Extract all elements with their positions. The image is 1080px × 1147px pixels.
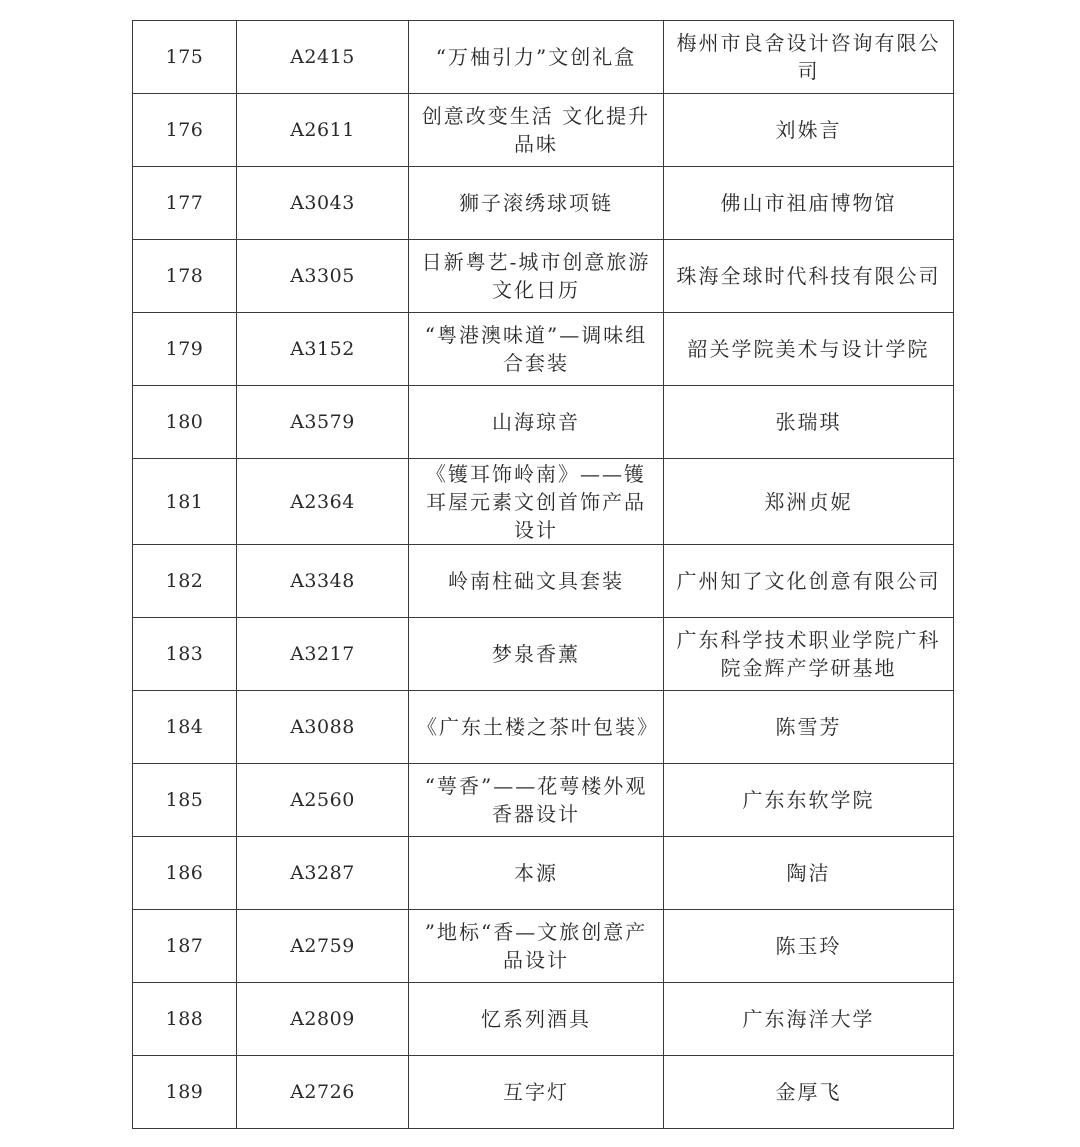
- applicant: 张瑞琪: [664, 386, 954, 459]
- entry-code: A2759: [237, 910, 409, 983]
- entry-code: A2415: [237, 21, 409, 94]
- work-title: 岭南柱础文具套装: [409, 545, 664, 618]
- row-number: 176: [133, 94, 237, 167]
- entry-code: A2364: [237, 459, 409, 545]
- applicant: 珠海全球时代科技有限公司: [664, 240, 954, 313]
- table-row: [133, 21, 954, 94]
- entry-code: A3305: [237, 240, 409, 313]
- table-row: [133, 94, 954, 167]
- row-number: 184: [133, 691, 237, 764]
- work-title: 狮子滚绣球项链: [409, 167, 664, 240]
- row-number: 181: [133, 459, 237, 545]
- award-list-table: [132, 20, 954, 1129]
- table-row: [133, 313, 954, 386]
- work-title: 《镬耳饰岭南》——镬耳屋元素文创首饰产品设计: [409, 459, 664, 545]
- work-title: 创意改变生活 文化提升品味: [409, 94, 664, 167]
- row-number: 179: [133, 313, 237, 386]
- row-number: 186: [133, 837, 237, 910]
- row-number: 185: [133, 764, 237, 837]
- row-number: 180: [133, 386, 237, 459]
- row-number: 175: [133, 21, 237, 94]
- applicant: 陶洁: [664, 837, 954, 910]
- work-title: “萼香”——花萼楼外观香器设计: [409, 764, 664, 837]
- table-row: [133, 1056, 954, 1129]
- work-title: “万柚引力”文创礼盒: [409, 21, 664, 94]
- row-number: 188: [133, 983, 237, 1056]
- applicant: 广东海洋大学: [664, 983, 954, 1056]
- table-row: [133, 983, 954, 1056]
- table-row: [133, 240, 954, 313]
- table-row: [133, 167, 954, 240]
- row-number: 187: [133, 910, 237, 983]
- table-row: [133, 910, 954, 983]
- row-number: 189: [133, 1056, 237, 1129]
- entry-code: A3217: [237, 618, 409, 691]
- applicant: 佛山市祖庙博物馆: [664, 167, 954, 240]
- entry-code: A2560: [237, 764, 409, 837]
- entry-code: A3088: [237, 691, 409, 764]
- entry-code: A3579: [237, 386, 409, 459]
- table-body: [133, 21, 954, 1129]
- applicant: 广州知了文化创意有限公司: [664, 545, 954, 618]
- entry-code: A3043: [237, 167, 409, 240]
- entry-code: A2611: [237, 94, 409, 167]
- work-title: 山海琼音: [409, 386, 664, 459]
- work-title: 互字灯: [409, 1056, 664, 1129]
- applicant: 梅州市良舍设计咨询有限公司: [664, 21, 954, 94]
- applicant: 广东东软学院: [664, 764, 954, 837]
- applicant: 陈雪芳: [664, 691, 954, 764]
- entry-code: A3152: [237, 313, 409, 386]
- work-title: 《广东土楼之茶叶包装》: [409, 691, 664, 764]
- table-row: [133, 386, 954, 459]
- table-row: [133, 459, 954, 545]
- entry-code: A3348: [237, 545, 409, 618]
- table-row: [133, 764, 954, 837]
- row-number: 177: [133, 167, 237, 240]
- entry-code: A3287: [237, 837, 409, 910]
- row-number: 183: [133, 618, 237, 691]
- work-title: ”地标“香—文旅创意产品设计: [409, 910, 664, 983]
- work-title: 忆系列酒具: [409, 983, 664, 1056]
- table-row: [133, 691, 954, 764]
- table-row: [133, 837, 954, 910]
- work-title: 本源: [409, 837, 664, 910]
- applicant: 刘姝言: [664, 94, 954, 167]
- work-title: 日新粤艺-城市创意旅游文化日历: [409, 240, 664, 313]
- work-title: “粤港澳味道”—调味组合套装: [409, 313, 664, 386]
- row-number: 182: [133, 545, 237, 618]
- table-row: [133, 618, 954, 691]
- work-title: 梦泉香薰: [409, 618, 664, 691]
- applicant: 陈玉玲: [664, 910, 954, 983]
- applicant: 广东科学技术职业学院广科院金辉产学研基地: [664, 618, 954, 691]
- applicant: 金厚飞: [664, 1056, 954, 1129]
- entry-code: A2809: [237, 983, 409, 1056]
- applicant: 郑洲贞妮: [664, 459, 954, 545]
- applicant: 韶关学院美术与设计学院: [664, 313, 954, 386]
- entry-code: A2726: [237, 1056, 409, 1129]
- table-row: [133, 545, 954, 618]
- row-number: 178: [133, 240, 237, 313]
